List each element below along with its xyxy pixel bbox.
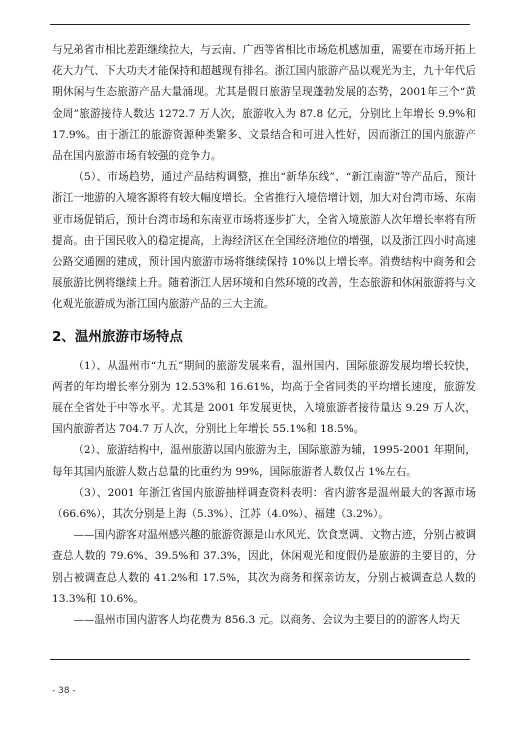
paragraph-market-trend: （5）、市场趋势，通过产品结构调整，推出“新华东线”、“新江南游”等产品后，预计浙江一地游的入境客源将有较大幅度增长。全省推行入境倍增计划，加大对台湾市场、东南亚市场促销后，预计台湾市场和东南亚市场将逐步扩大，全省入境旅游人次年增长率将有所提高。由于国民收入的稳定提高，上海经济区在全国经济地位的增强，以及浙江四小时高速公路交通圈的建成，预计国内旅游市场将继续保持 10%以上增长率。消费结构中商务和会展旅游比例将继续上升。随着浙江人居环境和自然环境的改善，生态旅游和休闲旅游将与文化观光旅游成为浙江国内旅游产品的三大主流。 — [52, 171, 476, 311]
paragraph-continuation: 与兄弟省市相比差距继续拉大，与云南、广西等省相比市场危机感加重，需要在市场开拓上花大力气、下大功夫才能保持和超越现有排名。浙江国内旅游产品以观光为主，九十年代后期休闲与生态旅游产品大量涌现。尤其是假日旅游呈现蓬勃发展的态势，2001年三个“黄金周”旅游接待人数达 1272.7 万人次，旅游收入为 87.8 亿元，分别比上年增长 9.9%和17.9%。由于浙江的旅游资源种类繁多、文景结合和可进入性好，因而浙江的国内旅游产品在国内旅游市场有较强的竞争力。 — [52, 44, 476, 163]
body-text — [52, 40, 476, 631]
paragraph-structure: （2）、旅游结构中，温州旅游以国内旅游为主，国际旅游为辅，1995-2001 年期间，每年其国内旅游人数占总量的比重约为 99%，国际旅游者人数仅占 1%左右。 — [52, 444, 476, 478]
footer-rule — [50, 659, 470, 660]
paragraph-growth: （1）、从温州市“九五”期间的旅游发展来看，温州国内、国际旅游发展均增长较快，两者的年均增长率分别为 12.53%和 16.61%，均高于全省同类的平均增长速度，旅游发展在全省处于中等水平。尤其是 2001 年发展更快，入境旅游者接待量达 9.29 万人次，国内旅游者达 704.7 万人次，分别比上年增长 55.1%和 18.5%。 — [52, 359, 476, 436]
paragraph-spending: ——温州市国内游客人均花费为 856.3 元。以商务、会议为主要目的的游客人均天 — [73, 614, 460, 627]
header-rule — [50, 24, 470, 25]
paragraph-interests: ——国内游客对温州感兴趣的旅游资源是山水风光、饮食烹调、文物古迹，分别占被调查总人数的 79.6%、39.5%和 37.3%，因此，休闲观光和度假仍是旅游的主要目的，分别占被调查总人数的 41.2%和 17.5%，其次为商务和探亲访友，分别占被调查总人数的 13.3%和 10.6%。 — [52, 529, 476, 605]
paragraph-survey: （3）、2001 年浙江省国内旅游抽样调查资料表明：省内游客是温州最大的客源市场（66.6%），其次分别是上海（5.3%）、江苏（4.0%）、福建（3.2%）。 — [52, 486, 476, 521]
section-heading: 2、温州旅游市场特点 — [52, 328, 183, 345]
page-number: - 38 - — [52, 686, 76, 696]
